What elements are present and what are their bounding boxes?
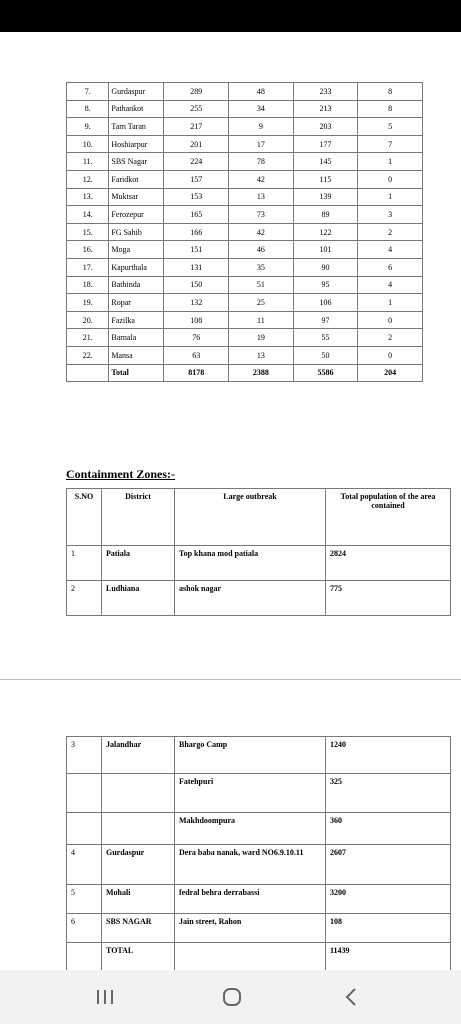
cell-sno: 18. [67,276,109,294]
cell-value: 11 [229,311,294,329]
cell-value: 34 [229,100,294,118]
cell-district: Hoshiarpur [109,135,164,153]
cell-value: 157 [164,170,229,188]
cell-area: Fatehpuri [175,774,326,813]
cell-value: 3 [358,206,423,224]
table-row [67,83,423,101]
cell-sno: 20. [67,311,109,329]
cell-area: fedral behra derrabassi [175,885,326,914]
cell-sno: 22. [67,346,109,364]
cell-value: 132 [164,294,229,312]
cell-value: 8 [358,83,423,101]
cell-value: 7 [358,135,423,153]
table-header-row [67,489,451,546]
table-row [67,546,451,581]
cell-value: 201 [164,135,229,153]
cell-value: 0 [358,170,423,188]
recent-apps-icon[interactable] [85,984,125,1010]
cell-value: 122 [293,223,358,241]
cell-value: 8178 [164,364,229,382]
table-row [67,774,451,813]
table-row [67,737,451,774]
cell-sno: 14. [67,206,109,224]
table-row [67,311,423,329]
cell-value: 106 [293,294,358,312]
cell-value: 35 [229,258,294,276]
cell-value: 55 [293,329,358,347]
cell-value: 204 [358,364,423,382]
cell-district: Ludhiana [102,581,175,616]
cell-sno: 17. [67,258,109,276]
cell-value: 255 [164,100,229,118]
cell-sno [67,813,102,845]
cell-value: 166 [164,223,229,241]
cell-area: Bhargo Camp [175,737,326,774]
status-bar [0,0,461,32]
table-row [67,581,451,616]
cell-value: 25 [229,294,294,312]
containment-zones-table [66,488,451,616]
cell-population: 1240 [326,737,451,774]
cell-value: 46 [229,241,294,259]
cell-value: 289 [164,83,229,101]
containment-zones-table-continued [66,736,451,972]
cell-value: 51 [229,276,294,294]
cell-sno: 19. [67,294,109,312]
cell-value: 1 [358,153,423,171]
cell-value: 78 [229,153,294,171]
cell-value: 131 [164,258,229,276]
cell-population: 2824 [326,546,451,581]
cell-district [102,813,175,845]
header-sno: S.NO [67,489,102,546]
cell-district: Mansa [109,346,164,364]
cell-population: 325 [326,774,451,813]
cell-value: 42 [229,170,294,188]
cell-district: Kapurthala [109,258,164,276]
cell-district: Ropar [109,294,164,312]
cell-district: Gurdaspur [109,83,164,101]
table-row [67,118,423,136]
cell-value: 4 [358,241,423,259]
cell-value: 1 [358,188,423,206]
cell-district: Barnala [109,329,164,347]
table-row [67,914,451,943]
cell-value: 76 [164,329,229,347]
cell-value: 1 [358,294,423,312]
cell-value: 2 [358,223,423,241]
cell-sno [67,364,109,382]
cell-sno: 10. [67,135,109,153]
page-divider [0,679,461,680]
cell-sno: 6 [67,914,102,943]
cell-area: Makhdoompura [175,813,326,845]
cell-sno: 3 [67,737,102,774]
cell-value: 48 [229,83,294,101]
cell-value: 224 [164,153,229,171]
cell-value: 151 [164,241,229,259]
table-row [67,845,451,885]
cell-district [102,774,175,813]
cell-sno: 12. [67,170,109,188]
cell-sno: 9. [67,118,109,136]
cell-district: TOTAL [102,943,175,972]
cell-population: 360 [326,813,451,845]
table-row [67,885,451,914]
back-icon[interactable] [331,984,371,1010]
cell-value: 13 [229,188,294,206]
cell-value: 89 [293,206,358,224]
cell-district: SBS NAGAR [102,914,175,943]
navigation-bar [0,970,461,1024]
cell-area: Jain street, Rahon [175,914,326,943]
table-row [67,223,423,241]
cell-sno: 13. [67,188,109,206]
cell-value: 0 [358,311,423,329]
cell-district: Gurdaspur [102,845,175,885]
table-row [67,813,451,845]
cell-area: Top khana mod patiala [175,546,326,581]
table-row [67,100,423,118]
cell-district: Moga [109,241,164,259]
cell-sno: 15. [67,223,109,241]
table-row [67,294,423,312]
cell-district: Faridkot [109,170,164,188]
header-district: District [102,489,175,546]
table-row [67,241,423,259]
cell-population: 11439 [326,943,451,972]
cell-value: 5 [358,118,423,136]
cell-value: 0 [358,346,423,364]
table-row [67,258,423,276]
cell-area: ashok nagar [175,581,326,616]
cell-value: 17 [229,135,294,153]
cell-population: 108 [326,914,451,943]
containment-heading: Containment Zones:- [66,467,176,481]
cell-district: Patiala [102,546,175,581]
cell-value: 9 [229,118,294,136]
cell-sno [67,774,102,813]
cell-value: 177 [293,135,358,153]
district-cases-table [66,82,423,382]
cell-value: 139 [293,188,358,206]
table-row [67,170,423,188]
cell-value: 108 [164,311,229,329]
table-row [67,276,423,294]
cell-value: 2 [358,329,423,347]
cell-value: 90 [293,258,358,276]
cell-sno: 7. [67,83,109,101]
cell-sno: 4 [67,845,102,885]
cell-value: 150 [164,276,229,294]
cell-district: FG Sahib [109,223,164,241]
cell-value: 19 [229,329,294,347]
cell-value: 42 [229,223,294,241]
table-row [67,346,423,364]
cell-sno: 11. [67,153,109,171]
cell-district: Total [109,364,164,382]
cell-value: 73 [229,206,294,224]
cell-district: Bathinda [109,276,164,294]
home-icon[interactable] [212,984,252,1010]
cell-district: Muktsar [109,188,164,206]
header-large-outbreak: Large outbreak [175,489,326,546]
cell-population: 2607 [326,845,451,885]
cell-value: 6 [358,258,423,276]
cell-value: 213 [293,100,358,118]
cell-value: 50 [293,346,358,364]
cell-value: 233 [293,83,358,101]
cell-value: 5586 [293,364,358,382]
cell-value: 4 [358,276,423,294]
cell-value: 95 [293,276,358,294]
cell-population: 775 [326,581,451,616]
table-row [67,188,423,206]
cell-value: 153 [164,188,229,206]
cell-district: Ferozepur [109,206,164,224]
cell-value: 2388 [229,364,294,382]
cell-sno: 16. [67,241,109,259]
cell-area [175,943,326,972]
cell-value: 217 [164,118,229,136]
cell-district: Jalandhar [102,737,175,774]
cell-district: Pathankot [109,100,164,118]
cell-district: Fazilka [109,311,164,329]
cell-value: 145 [293,153,358,171]
table-row [67,153,423,171]
cell-sno: 21. [67,329,109,347]
header-population: Total population of the area contained [326,489,451,546]
cell-sno: 1 [67,546,102,581]
cell-sno: 2 [67,581,102,616]
cell-value: 203 [293,118,358,136]
cell-district: Tarn Taran [109,118,164,136]
cell-population: 3200 [326,885,451,914]
total-row [67,364,423,382]
table-row [67,135,423,153]
cell-sno [67,943,102,972]
cell-value: 63 [164,346,229,364]
total-row [67,943,451,972]
table-row [67,206,423,224]
cell-value: 101 [293,241,358,259]
cell-sno: 5 [67,885,102,914]
cell-district: Mohali [102,885,175,914]
cell-value: 13 [229,346,294,364]
table-row [67,329,423,347]
cell-value: 165 [164,206,229,224]
cell-value: 97 [293,311,358,329]
cell-district: SBS Nagar [109,153,164,171]
cell-area: Dera baba nanak, ward NO6.9.10.11 [175,845,326,885]
cell-value: 8 [358,100,423,118]
cell-sno: 8. [67,100,109,118]
cell-value: 115 [293,170,358,188]
